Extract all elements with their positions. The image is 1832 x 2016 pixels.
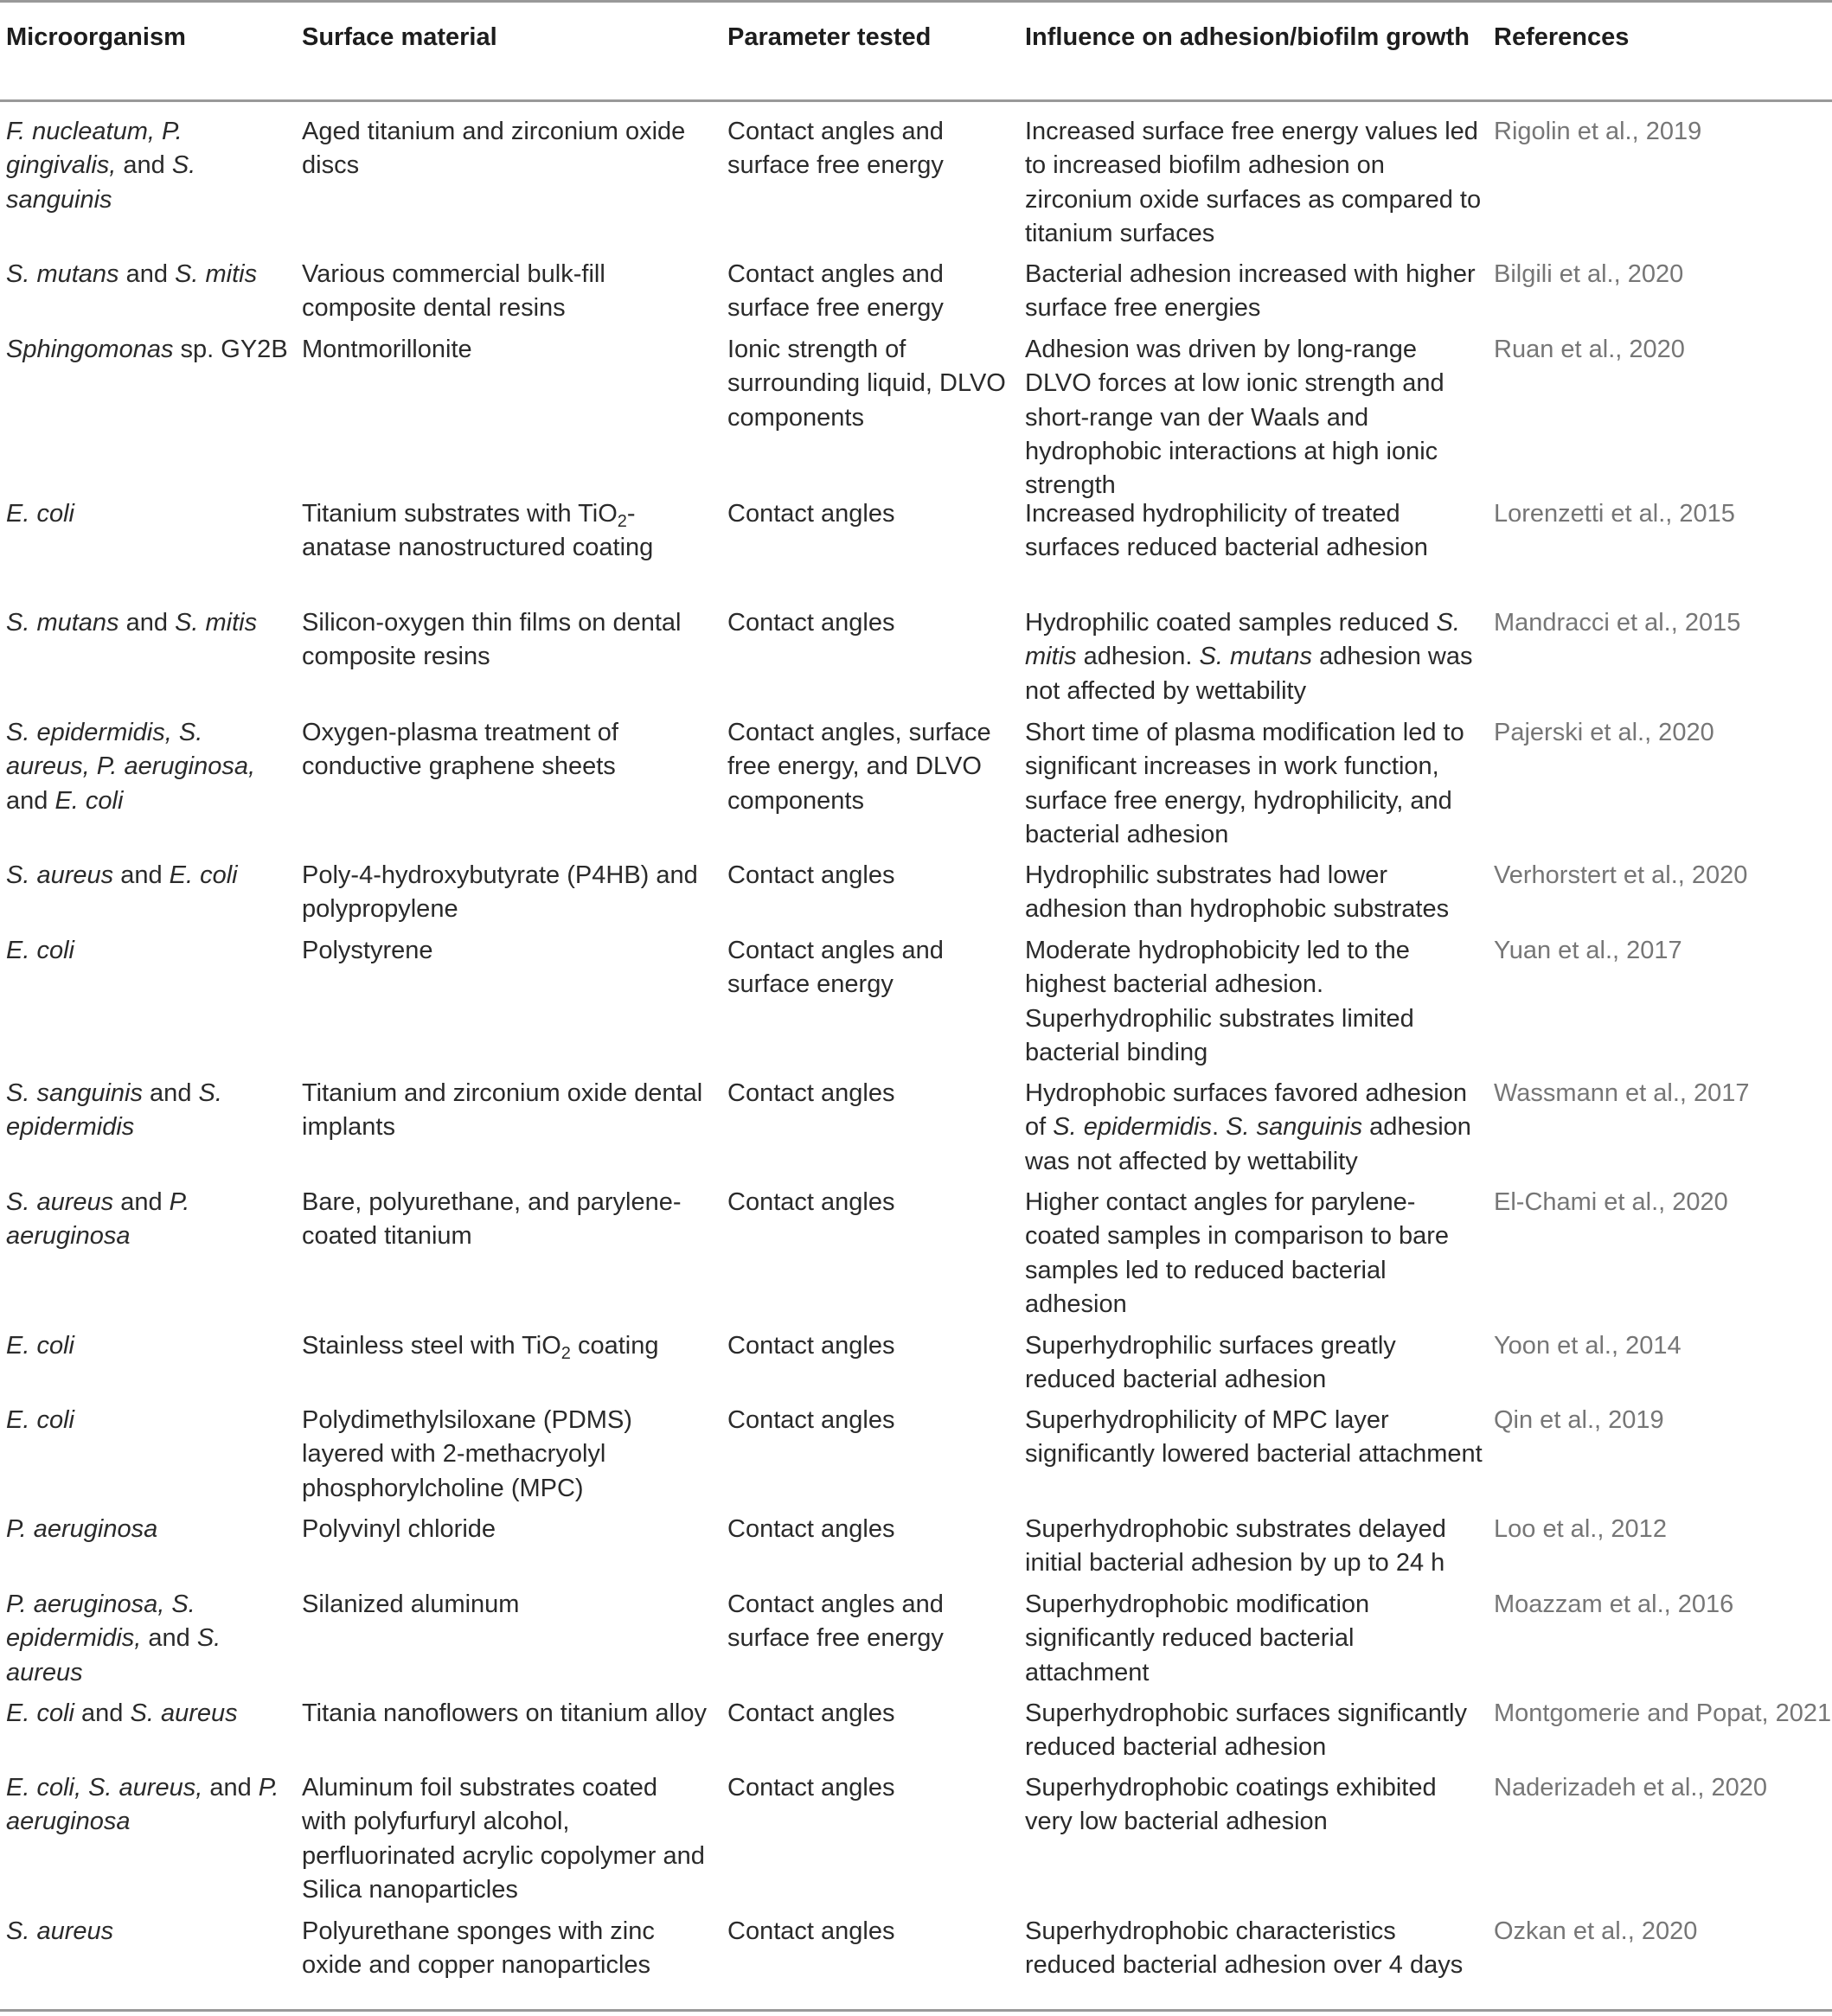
text-run: Increased surface free energy values led to increased biofilm adhesion on zirconium oxide surfaces as compared to titanium surfaces — [1025, 118, 1482, 247]
cell-influence — [1025, 1404, 1483, 1472]
cell-influence — [1025, 1588, 1483, 1690]
text-run: S. sanguinis — [1226, 1113, 1363, 1142]
text-run: and — [141, 1624, 197, 1653]
cell-surface-material — [302, 1915, 708, 1983]
cell-microorganism — [6, 716, 291, 818]
cell-parameter-tested: Contact angles — [727, 1917, 895, 1945]
cell-influence — [1025, 1915, 1483, 1983]
cell-reference: Naderizadeh et al., 2020 — [1494, 1774, 1767, 1802]
text-run: Short time of plasma modification led to significant increases in work function, surface free energy, hydrophilicity, and bacterial adhesion — [1025, 719, 1464, 848]
cell-surface-material — [302, 258, 708, 326]
cell-parameter-tested: Contact angles — [727, 609, 895, 637]
cell-reference: Mandracci et al., 2015 — [1494, 609, 1741, 637]
text-run: P. aeruginosa, S. epidermidis, — [6, 1590, 195, 1653]
cell-parameter-tested: Contact angles — [727, 1332, 895, 1360]
text-run: Stainless steel with TiO — [302, 1332, 561, 1360]
cell-parameter-tested: Contact angles — [727, 500, 895, 528]
cell-parameter-tested: Contact angles — [727, 1515, 895, 1543]
text-run: Hydrophilic substrates had lower adhesion than hydrophobic substrates — [1025, 861, 1450, 924]
cell-influence — [1025, 606, 1483, 708]
header-influence: Influence on adhesion/biofilm growth — [1025, 23, 1470, 51]
text-run: F. nucleatum, P. gingivalis, — [6, 118, 183, 180]
text-run: E. coli — [6, 1332, 74, 1360]
cell-surface-material — [302, 333, 708, 367]
text-run: S. epidermidis, S. aureus, P. aeruginosa, — [6, 719, 256, 781]
cell-reference: Bilgili et al., 2020 — [1494, 260, 1684, 288]
cell-reference: Qin et al., 2019 — [1494, 1406, 1664, 1434]
cell-microorganism — [6, 1186, 291, 1254]
text-run: E. coli — [6, 500, 74, 528]
text-run: Superhydrophilic surfaces greatly reduced bacterial adhesion — [1025, 1332, 1396, 1394]
text-run: Increased hydrophilicity of treated surfaces reduced bacterial adhesion — [1025, 500, 1428, 562]
text-run: S. sanguinis — [6, 1079, 143, 1107]
cell-surface-material — [302, 497, 708, 566]
text-run: and — [119, 609, 176, 637]
cell-parameter-tested: Contact angles and surface energy — [727, 937, 944, 999]
text-run: adhesion was not affected by wettability — [1025, 643, 1473, 705]
cell-parameter-tested: Contact angles and surface free energy — [727, 260, 944, 323]
cell-reference: Montgomerie and Popat, 2021 — [1494, 1699, 1832, 1727]
text-run: and — [113, 1188, 170, 1216]
cell-reference: Pajerski et al., 2020 — [1494, 719, 1714, 746]
cell-reference: Yuan et al., 2017 — [1494, 937, 1682, 964]
cell-microorganism — [6, 497, 291, 531]
header-parameter-tested: Parameter tested — [727, 23, 932, 51]
text-run: P. aeruginosa — [6, 1774, 279, 1836]
cell-surface-material — [302, 1588, 708, 1622]
text-run: S. mutans — [6, 609, 119, 637]
text-run: S. mutans — [1199, 643, 1313, 671]
cell-parameter-tested: Contact angles — [727, 1699, 895, 1727]
cell-influence — [1025, 258, 1483, 326]
cell-microorganism — [6, 934, 291, 968]
cell-microorganism — [6, 1513, 291, 1546]
cell-surface-material — [302, 1771, 708, 1907]
bottom-rule — [0, 2009, 1832, 2012]
cell-surface-material — [302, 115, 708, 183]
text-run: Aluminum foil substrates coated with polyfurfuryl alcohol, perfluorinated acrylic copolymer and Silica nanoparticles — [302, 1774, 705, 1904]
cell-surface-material — [302, 859, 708, 927]
cell-influence — [1025, 934, 1483, 1070]
text-run: and — [6, 786, 55, 815]
cell-influence — [1025, 1513, 1483, 1581]
text-run: and — [119, 260, 176, 288]
cell-influence — [1025, 1329, 1483, 1398]
cell-reference: Ozkan et al., 2020 — [1494, 1917, 1698, 1945]
text-run: E. coli — [6, 937, 74, 964]
text-run: Hydrophilic coated samples reduced — [1025, 609, 1437, 637]
text-run: . — [1212, 1113, 1227, 1142]
cell-reference: Wassmann et al., 2017 — [1494, 1079, 1750, 1107]
cell-microorganism — [6, 859, 291, 893]
text-run: E. coli — [6, 1406, 74, 1434]
text-run: Hydrophobic surfaces favored adhesion of — [1025, 1079, 1468, 1142]
text-run: S. aureus — [6, 1917, 114, 1945]
cell-microorganism — [6, 1329, 291, 1363]
text-run: and — [74, 1699, 131, 1727]
cell-surface-material — [302, 1077, 708, 1145]
header-surface-material: Surface material — [302, 23, 497, 51]
text-run: and — [143, 1079, 199, 1107]
cell-reference: Ruan et al., 2020 — [1494, 336, 1685, 363]
cell-microorganism — [6, 333, 291, 367]
header-rule — [0, 99, 1832, 102]
text-run: Oxygen-plasma treatment of conductive graphene sheets — [302, 719, 618, 781]
cell-reference: El-Chami et al., 2020 — [1494, 1188, 1728, 1216]
text-run: Polyvinyl chloride — [302, 1515, 496, 1543]
cell-influence — [1025, 1771, 1483, 1840]
text-run: Bare, polyurethane, and parylene-coated titanium — [302, 1188, 682, 1251]
text-run: S. sanguinis — [6, 151, 196, 214]
text-run: sp. GY2B — [173, 336, 288, 363]
cell-surface-material — [302, 606, 708, 675]
text-run: adhesion. — [1076, 643, 1200, 671]
text-run: Poly-4-hydroxybutyrate (P4HB) and polypropylene — [302, 861, 698, 924]
text-run: E. coli, S. aureus, — [6, 1774, 203, 1802]
text-run: Superhydrophobic modification significantly reduced bacterial attachment — [1025, 1590, 1370, 1686]
cell-surface-material — [302, 1186, 708, 1254]
text-run: -anatase nanostructured coating — [302, 500, 654, 562]
cell-influence — [1025, 333, 1483, 502]
header-microorganism: Microorganism — [6, 23, 186, 51]
text-run: S. epidermidis — [1053, 1113, 1212, 1142]
text-run: Aged titanium and zirconium oxide discs — [302, 118, 686, 180]
text-run: Various commercial bulk-fill composite dental resins — [302, 260, 605, 323]
cell-parameter-tested: Contact angles and surface free energy — [727, 1590, 944, 1653]
text-run: and — [202, 1774, 259, 1802]
header-references: References — [1494, 23, 1630, 51]
cell-influence — [1025, 859, 1483, 927]
text-run: 2 — [560, 1344, 571, 1363]
text-run: Polyurethane sponges with zinc oxide and copper nanoparticles — [302, 1917, 655, 1980]
text-run: P. aeruginosa — [6, 1188, 190, 1251]
text-run: S. aureus — [6, 1188, 114, 1216]
text-run: Adhesion was driven by long-range DLVO forces at low ionic strength and short-range van der Waals and hydrophobic interactions at high ionic strength — [1025, 336, 1444, 500]
text-run: Titania nanoflowers on titanium alloy — [302, 1699, 708, 1727]
text-run: Bacterial adhesion increased with higher surface free energies — [1025, 260, 1476, 323]
cell-reference: Lorenzetti et al., 2015 — [1494, 500, 1735, 528]
cell-microorganism — [6, 1588, 291, 1690]
cell-influence — [1025, 716, 1483, 852]
text-run: E. coli — [6, 1699, 74, 1727]
cell-parameter-tested: Contact angles — [727, 861, 895, 889]
cell-parameter-tested: Contact angles — [727, 1079, 895, 1107]
cell-influence — [1025, 1186, 1483, 1322]
cell-reference: Rigolin et al., 2019 — [1494, 118, 1702, 145]
cell-surface-material — [302, 1513, 708, 1546]
text-run: Montmorillonite — [302, 336, 472, 363]
cell-microorganism — [6, 1404, 291, 1437]
text-run: and — [113, 861, 170, 889]
text-run: Higher contact angles for parylene-coated samples in comparison to bare samples led to reduced bacterial adhesion — [1025, 1188, 1450, 1318]
text-run: Superhydrophobic characteristics reduced bacterial adhesion over 4 days — [1025, 1917, 1464, 1980]
text-run: coating — [570, 1332, 659, 1360]
text-run: 2 — [617, 512, 627, 531]
cell-parameter-tested: Contact angles, surface free energy, and DLVO components — [727, 719, 991, 815]
cell-influence — [1025, 1697, 1483, 1765]
text-run: Superhydrophobic surfaces significantly reduced bacterial adhesion — [1025, 1699, 1467, 1762]
text-run: E. coli — [169, 861, 238, 889]
text-run: Sphingomonas — [6, 336, 174, 363]
cell-surface-material — [302, 716, 708, 784]
cell-influence — [1025, 115, 1483, 251]
text-run: Superhydrophobic coatings exhibited very low bacterial adhesion — [1025, 1774, 1437, 1836]
text-run: Titanium and zirconium oxide dental implants — [302, 1079, 703, 1142]
text-run: S. aureus — [130, 1699, 238, 1727]
text-run: S. mitis — [175, 260, 258, 288]
text-run: adhesion was not affected by wettability — [1025, 1113, 1471, 1175]
text-run: Moderate hydrophobicity led to the highest bacterial adhesion. Superhydrophilic substrates limited bacterial binding — [1025, 937, 1414, 1066]
text-run: Polystyrene — [302, 937, 433, 964]
text-run: S. mitis — [1025, 609, 1460, 671]
cell-reference: Yoon et al., 2014 — [1494, 1332, 1681, 1360]
text-run: P. aeruginosa — [6, 1515, 158, 1543]
cell-surface-material — [302, 1329, 708, 1363]
cell-microorganism — [6, 1077, 291, 1145]
cell-reference: Verhorstert et al., 2020 — [1494, 861, 1748, 889]
text-run: S. mitis — [175, 609, 258, 637]
cell-microorganism — [6, 1771, 291, 1840]
cell-influence — [1025, 497, 1483, 566]
cell-microorganism — [6, 258, 291, 291]
cell-microorganism — [6, 1697, 291, 1731]
cell-parameter-tested: Contact angles — [727, 1188, 895, 1216]
text-run: S. epidermidis — [6, 1079, 222, 1142]
text-run: S. aureus — [6, 861, 114, 889]
cell-influence — [1025, 1077, 1483, 1179]
cell-reference: Loo et al., 2012 — [1494, 1515, 1667, 1543]
text-run: Superhydrophilicity of MPC layer significantly lowered bacterial attachment — [1025, 1406, 1483, 1469]
text-run: E. coli — [54, 786, 124, 815]
cell-surface-material — [302, 1404, 708, 1506]
cell-parameter-tested: Contact angles — [727, 1406, 895, 1434]
text-run: S. aureus — [6, 1624, 221, 1686]
cell-parameter-tested: Contact angles and surface free energy — [727, 118, 944, 180]
cell-surface-material — [302, 1697, 708, 1731]
cell-microorganism — [6, 115, 291, 217]
text-run: Polydimethylsiloxane (PDMS) layered with 2-methacryolyl phosphorylcholine (MPC) — [302, 1406, 632, 1502]
text-run: Silicon-oxygen thin films on dental composite resins — [302, 609, 682, 671]
cell-surface-material — [302, 934, 708, 968]
cell-parameter-tested: Contact angles — [727, 1774, 895, 1802]
cell-reference: Moazzam et al., 2016 — [1494, 1590, 1734, 1618]
cell-microorganism — [6, 606, 291, 640]
text-run: Superhydrophobic substrates delayed initial bacterial adhesion by up to 24 h — [1025, 1515, 1446, 1578]
cell-parameter-tested: Ionic strength of surrounding liquid, DLVO components — [727, 336, 1006, 432]
text-run: Silanized aluminum — [302, 1590, 520, 1618]
text-run: Titanium substrates with TiO — [302, 500, 618, 528]
text-run: S. mutans — [6, 260, 119, 288]
text-run: and — [116, 151, 172, 180]
cell-microorganism — [6, 1915, 291, 1949]
top-rule — [0, 0, 1832, 3]
